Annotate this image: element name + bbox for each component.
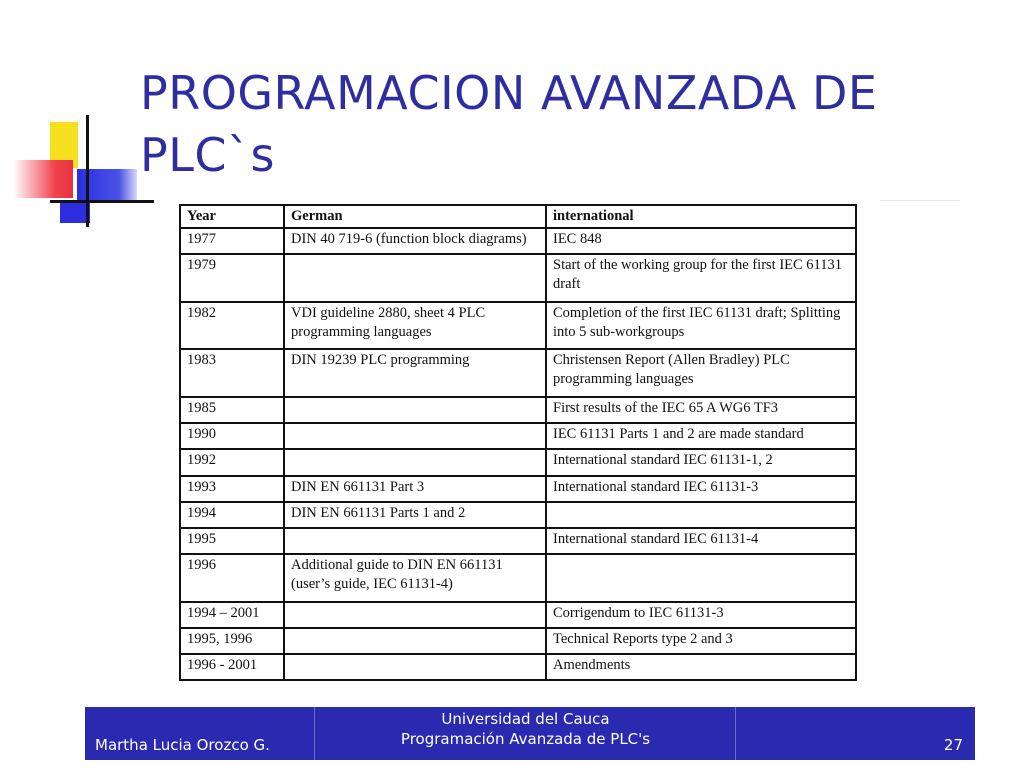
table-row bbox=[180, 302, 856, 350]
cell-international: IEC 848 bbox=[546, 228, 856, 254]
slide-logo bbox=[0, 0, 160, 240]
cell-international: International standard IEC 61131-3 bbox=[546, 476, 856, 502]
footer-center bbox=[316, 707, 736, 760]
cell-german bbox=[284, 602, 546, 628]
table-row bbox=[180, 254, 856, 302]
cell-year: 1983 bbox=[180, 349, 284, 397]
footer-page-number: 27 bbox=[943, 736, 963, 754]
table-row bbox=[180, 349, 856, 397]
cell-year: 1992 bbox=[180, 449, 284, 475]
cell-german: VDI guideline 2880, sheet 4 PLC programming languages bbox=[284, 302, 546, 350]
cell-year: 1993 bbox=[180, 476, 284, 502]
cell-year: 1977 bbox=[180, 228, 284, 254]
cell-german bbox=[284, 449, 546, 475]
cell-year: 1994 – 2001 bbox=[180, 602, 284, 628]
cell-year: 1995 bbox=[180, 528, 284, 554]
table-row bbox=[180, 228, 856, 254]
cell-german: Additional guide to DIN EN 661131 (user’s guide, IEC 61131-4) bbox=[284, 554, 546, 602]
footer-university: Universidad del Cauca bbox=[441, 710, 610, 728]
cell-international bbox=[546, 554, 856, 602]
table-row bbox=[180, 423, 856, 449]
cell-international: IEC 61131 Parts 1 and 2 are made standard bbox=[546, 423, 856, 449]
table-row bbox=[180, 554, 856, 602]
cell-international bbox=[546, 502, 856, 528]
cell-german: DIN 19239 PLC programming bbox=[284, 349, 546, 397]
table-row bbox=[180, 502, 856, 528]
table-row bbox=[180, 628, 856, 654]
cell-international: Corrigendum to IEC 61131-3 bbox=[546, 602, 856, 628]
history-table bbox=[179, 204, 857, 681]
footer-course: Programación Avanzada de PLC's bbox=[400, 730, 651, 748]
table-row bbox=[180, 449, 856, 475]
logo-horizontal-line bbox=[50, 200, 154, 203]
table-row bbox=[180, 602, 856, 628]
logo-vertical-line bbox=[86, 115, 89, 227]
header-international: international bbox=[546, 205, 856, 228]
cell-year: 1995, 1996 bbox=[180, 628, 284, 654]
cell-german: DIN 40 719-6 (function block diagrams) bbox=[284, 228, 546, 254]
cell-german bbox=[284, 628, 546, 654]
decorative-divider bbox=[880, 200, 960, 201]
table-header-row bbox=[180, 205, 856, 228]
cell-german bbox=[284, 397, 546, 423]
cell-international: Christensen Report (Allen Bradley) PLC programming languages bbox=[546, 349, 856, 397]
table-row bbox=[180, 654, 856, 680]
cell-year: 1996 bbox=[180, 554, 284, 602]
logo-red-square bbox=[13, 160, 73, 198]
cell-international: Technical Reports type 2 and 3 bbox=[546, 628, 856, 654]
cell-international: Start of the working group for the first IEC 61131 draft bbox=[546, 254, 856, 302]
cell-year: 1994 bbox=[180, 502, 284, 528]
cell-german bbox=[284, 254, 546, 302]
cell-year: 1996 - 2001 bbox=[180, 654, 284, 680]
cell-international: First results of the IEC 65 A WG6 TF3 bbox=[546, 397, 856, 423]
header-year: Year bbox=[180, 205, 284, 228]
slide-title: PROGRAMACION AVANZADA DE PLC`s bbox=[140, 66, 878, 182]
cell-year: 1985 bbox=[180, 397, 284, 423]
cell-international: Amendments bbox=[546, 654, 856, 680]
cell-german bbox=[284, 528, 546, 554]
cell-international: International standard IEC 61131-1, 2 bbox=[546, 449, 856, 475]
cell-year: 1990 bbox=[180, 423, 284, 449]
footer-author-text: Martha Lucia Orozco G. bbox=[95, 736, 270, 754]
cell-german bbox=[284, 423, 546, 449]
footer-author bbox=[85, 707, 315, 760]
cell-german: DIN EN 661131 Part 3 bbox=[284, 476, 546, 502]
table-row bbox=[180, 476, 856, 502]
cell-year: 1979 bbox=[180, 254, 284, 302]
slide-footer bbox=[85, 707, 975, 760]
cell-international: International standard IEC 61131-4 bbox=[546, 528, 856, 554]
table-row bbox=[180, 397, 856, 423]
cell-german bbox=[284, 654, 546, 680]
cell-international: Completion of the first IEC 61131 draft; Splitting into 5 sub-workgroups bbox=[546, 302, 856, 350]
cell-german: DIN EN 661131 Parts 1 and 2 bbox=[284, 502, 546, 528]
history-table-image bbox=[179, 204, 859, 683]
header-german: German bbox=[284, 205, 546, 228]
cell-year: 1982 bbox=[180, 302, 284, 350]
table-row bbox=[180, 528, 856, 554]
